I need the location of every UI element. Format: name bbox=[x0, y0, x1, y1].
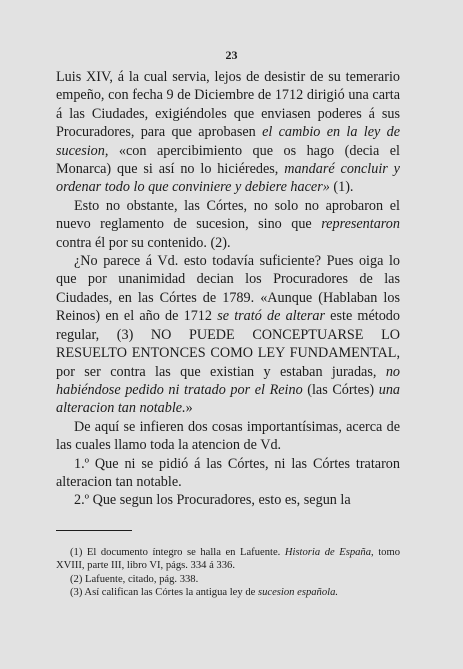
text-run: , tomo XVIII, parte III, libro VI, págs. 334 á 336. bbox=[56, 547, 400, 572]
italic-run: no habiéndose pedido ni tratado por el Reino bbox=[56, 363, 400, 398]
text-run: » bbox=[185, 400, 193, 417]
footnote-3 bbox=[56, 586, 400, 599]
text-run: De aquí se infieren dos cosas importantísimas, acerca de las cuales llamo toda la atencion de Vd. bbox=[56, 418, 400, 454]
text-run: 1.º Que ni se pidió á las Córtes, ni las Córtes trataron alteracion tan notable. bbox=[56, 455, 400, 490]
footnote-2 bbox=[56, 573, 400, 586]
paragraph-3 bbox=[56, 252, 400, 418]
text-run: 2.º Que segun los Procuradores, esto es, segun la bbox=[74, 492, 351, 509]
text-run: ¿No parece á Vd. esto todavía suficiente? Pues oiga lo que por unanimidad decian los Procuradores de las Ciudades, en las Córtes de 1789. «Aunque (Hablaban los Reinos) en el año de 1712 bbox=[56, 253, 400, 325]
italic-run: representaron bbox=[321, 216, 400, 233]
text-run: (1). bbox=[329, 179, 354, 196]
italic-run: sucesion española. bbox=[257, 587, 339, 599]
italic-run: se trató de alterar bbox=[217, 308, 325, 325]
paragraph-5 bbox=[56, 455, 400, 492]
text-run: Esto no obstante, las Córtes, no solo no aprobaron el nuevo reglamento de sucesion, sino que bbox=[56, 197, 400, 233]
paragraph-4 bbox=[56, 418, 400, 455]
italic-run: Historia de España bbox=[284, 547, 372, 558]
page-number: 23 bbox=[225, 48, 238, 62]
text-run: este método regular, (3) NO PUEDE CONCEPTUARSE LO RESUELTO ENTONCES COMO LEY FUNDAMENTAL, por ser contra las que existian y estaban juradas, bbox=[56, 308, 400, 380]
text-run: (1) El documento íntegro se halla en Lafuente. bbox=[70, 547, 285, 558]
body-text bbox=[56, 68, 400, 510]
italic-run: una alteracion tan notable. bbox=[56, 381, 400, 417]
text-run: contra él por su contenido. (2). bbox=[56, 234, 231, 251]
footnotes bbox=[56, 546, 400, 600]
paragraph-6 bbox=[56, 491, 400, 509]
footnote-1 bbox=[56, 546, 400, 573]
text-run: Luis XIV, á la cual servia, lejos de desistir de su temerario empeño, con fecha 9 de Diciembre de 1712 dirigió una carta á las Ciudades, exigiéndoles que enviasen poderes á sus Procuradores, para que aprobasen bbox=[56, 69, 400, 141]
footnote-rule bbox=[56, 530, 132, 531]
paragraph-1 bbox=[56, 68, 400, 197]
paragraph-2 bbox=[56, 197, 400, 252]
text-run: (2) Lafuente, citado, pág. 338. bbox=[70, 573, 199, 585]
text-run: , «con apercibimiento que os hago (decia el Monarca) que si así no lo hiciéredes, bbox=[56, 142, 400, 178]
italic-run: mandaré concluir y ordenar todo lo que conviniere y debiere hacer» bbox=[56, 161, 400, 196]
text-run: (las Córtes) bbox=[302, 381, 379, 398]
text-run: (3) Así califican las Córtes la antigua ley de bbox=[70, 587, 258, 599]
italic-run: el cambio en la ley de sucesion bbox=[56, 124, 401, 159]
